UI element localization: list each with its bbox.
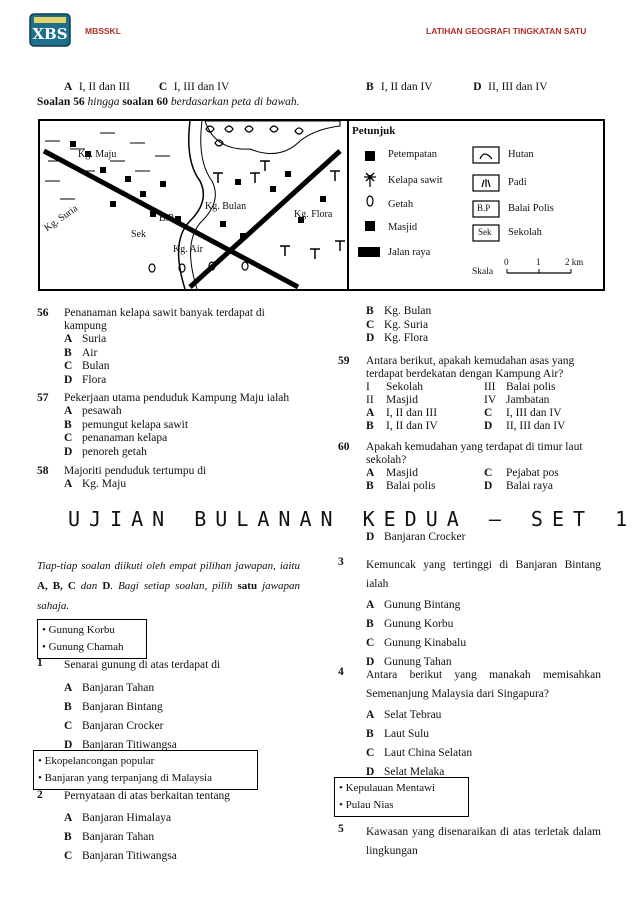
question-56 <box>64 307 284 387</box>
scale-tick-0: 0 <box>504 257 509 267</box>
question-57 <box>64 392 304 459</box>
option-letter: B <box>64 346 72 359</box>
option-letter: C <box>366 318 375 331</box>
question-text: Majoriti penduduk tertumpu di <box>64 465 207 477</box>
instruction-text: dan <box>75 580 103 592</box>
option-text: penanaman kelapa <box>82 432 168 444</box>
question-text: Pernyataan di atas berkaitan tentang <box>64 790 231 802</box>
question-number: 56 <box>37 307 49 319</box>
option-letter: D <box>64 445 73 458</box>
stimulus-item: • Ekopelancongan popular <box>38 755 155 767</box>
option-letter: D <box>484 480 493 492</box>
option-row <box>64 828 304 847</box>
option-text: Gunung Korbu <box>384 618 454 630</box>
option-row <box>366 615 601 634</box>
option-text: Flora <box>82 373 107 386</box>
option-letter: D <box>64 373 73 386</box>
option-text: I, II dan IV <box>386 420 438 432</box>
option-text: Bulan <box>82 360 110 372</box>
option-letter: A <box>64 405 73 417</box>
legend-title: Petunjuk <box>352 125 396 137</box>
option-letter: B <box>366 81 374 93</box>
option-row <box>64 374 284 388</box>
option-letter: C <box>484 467 493 479</box>
instruction-56-60 <box>37 96 300 108</box>
question-text: Kemuncak yang tertinggi di Banjaran Bintang ialah <box>366 559 601 590</box>
option-row <box>366 305 431 319</box>
option-b-text: I, II dan IV <box>380 81 433 93</box>
roman-label: III <box>484 381 496 393</box>
question-2 <box>64 787 304 866</box>
option-row <box>64 405 304 419</box>
option-text: Selat Melaka <box>384 766 445 778</box>
option-text: Banjaran Titiwangsa <box>82 739 177 751</box>
option-row <box>64 419 304 433</box>
option-letter: C <box>158 81 168 93</box>
stimulus-box <box>334 777 469 817</box>
option-letter: A <box>366 709 375 721</box>
map-figure <box>38 119 605 291</box>
option-text: II, III dan IV <box>506 420 566 432</box>
map-label-kg-maju: Kg. Maju <box>78 149 117 160</box>
option-letter: A <box>366 407 375 419</box>
option-letter: D <box>366 656 375 668</box>
statement-row <box>366 381 606 433</box>
stimulus-box <box>37 619 147 659</box>
option-a-text: I, II dan III <box>78 81 130 93</box>
option-row <box>64 333 284 347</box>
legend-bp-symbol: B.P <box>477 203 491 213</box>
option-text: Masjid <box>386 467 418 479</box>
question-number: 57 <box>37 392 49 404</box>
option-letter: B <box>366 618 374 630</box>
option-letter: D <box>366 766 375 778</box>
question-59 <box>366 355 606 433</box>
question-text: Penanaman kelapa sawit banyak terdapat di kampung <box>64 307 265 332</box>
scale-label: Skala <box>472 267 494 277</box>
option-text: pemungut kelapa sawit <box>82 418 189 431</box>
legend-sek-symbol: Sek <box>478 227 492 237</box>
question-58 <box>64 465 304 492</box>
option-text: Gunung Tahan <box>384 656 452 668</box>
stimulus-item: • Gunung Chamah <box>42 641 124 653</box>
legend-hutan: Hutan <box>508 149 534 160</box>
option-row <box>64 432 304 446</box>
option-text: Banjaran Tahan <box>82 682 155 694</box>
option-letter: C <box>64 720 73 732</box>
roman-label: IV <box>484 394 497 406</box>
question-text: Apakah kemudahan yang terdapat di timur laut sekolah? <box>366 441 583 466</box>
header-left: MBSSKL <box>85 26 121 36</box>
legend-masjid: Masjid <box>388 222 418 233</box>
option-letter: B <box>64 701 72 713</box>
top-options-left <box>64 81 229 93</box>
legend-kelapa-sawit: Kelapa sawit <box>388 175 443 186</box>
option-letter: D <box>473 81 482 93</box>
question-58-continued <box>366 305 431 346</box>
option-letter: D <box>366 531 375 543</box>
question-number: 60 <box>338 441 350 453</box>
question-2-option-d <box>366 531 465 544</box>
instruction-bold: A, B, C <box>37 580 76 592</box>
option-row <box>64 360 284 374</box>
svg-text:XBS: XBS <box>32 25 68 43</box>
statement-text: Jambatan <box>506 394 550 406</box>
instruction-bold: D <box>102 580 111 592</box>
option-text: I, III dan IV <box>506 407 562 419</box>
option-letter: B <box>366 728 374 740</box>
option-text: Kg. Bulan <box>384 305 432 317</box>
question-60 <box>366 441 606 493</box>
option-row <box>366 725 601 744</box>
stimulus-box <box>33 750 258 790</box>
scale-tick-2: 2 km <box>565 257 584 267</box>
question-number: 58 <box>37 465 49 477</box>
option-text: I, II dan III <box>386 407 438 419</box>
statement-text: Masjid <box>386 394 418 406</box>
question-text: Senarai gunung di atas terdapat di <box>64 659 221 671</box>
section-title: UJIAN BULANAN KEDUA – SET 1 <box>68 507 637 531</box>
option-row <box>64 847 304 866</box>
option-letter: D <box>64 739 73 751</box>
option-letter: C <box>484 407 493 419</box>
question-text: Pekerjaan utama penduduk Kampung Maju ialah <box>64 392 290 404</box>
question-number: 1 <box>37 657 43 669</box>
option-text: Selat Tebrau <box>384 709 442 721</box>
question-5 <box>366 823 601 861</box>
option-text: Balai raya <box>506 480 553 492</box>
option-row <box>64 698 304 717</box>
option-text: Balai polis <box>386 480 436 492</box>
option-letter: A <box>64 812 73 824</box>
option-letter: D <box>366 332 375 344</box>
option-letter: B <box>366 480 374 492</box>
option-letter: A <box>366 599 375 611</box>
option-text: Suria <box>82 333 107 345</box>
option-letter: C <box>366 637 375 649</box>
legend-getah: Getah <box>388 199 414 210</box>
map-label-bp: B.P <box>159 213 174 224</box>
instruction-italic: berdasarkan peta di bawah. <box>168 96 300 108</box>
option-text: Kg. Flora <box>384 332 429 344</box>
legend-balai-polis: Balai Polis <box>508 203 554 214</box>
option-row <box>366 634 601 653</box>
header-right: LATIHAN GEOGRAFI TINGKATAN SATU <box>426 26 587 36</box>
option-text: Laut China Selatan <box>384 747 473 759</box>
option-c-text: I, III dan IV <box>173 81 230 93</box>
option-text: Laut Sulu <box>384 728 430 740</box>
instruction-italic: hingga <box>84 96 123 108</box>
option-letter: B <box>64 418 72 431</box>
option-row <box>366 744 601 763</box>
option-text: Air <box>82 346 98 359</box>
map-label-kg-flora: Kg. Flora <box>294 209 333 220</box>
statement-left <box>366 381 484 433</box>
instruction-text: jawapan sahaja. <box>37 580 300 612</box>
option-letter: C <box>64 432 73 444</box>
option-letter: C <box>366 747 375 759</box>
option-grid <box>366 467 606 493</box>
option-letter: C <box>64 850 73 862</box>
option-d-text: II, III dan IV <box>488 81 548 93</box>
stimulus-item: • Banjaran yang terpanjang di Malaysia <box>38 772 212 784</box>
option-letter: A <box>64 478 73 490</box>
question-1 <box>64 656 304 755</box>
option-text: Gunung Bintang <box>384 599 461 611</box>
general-instructions <box>37 556 300 616</box>
question-text: Kawasan yang disenaraikan di atas terletak dalam lingkungan <box>366 826 601 857</box>
instruction-text: . Bagi setiap soalan, pilih <box>110 580 238 592</box>
option-text: Kg. Suria <box>384 318 429 331</box>
option-row <box>366 596 601 615</box>
option-letter: A <box>64 81 73 93</box>
option-text: Gunung Kinabalu <box>384 637 467 649</box>
stimulus-item: • Pulau Nias <box>339 799 394 811</box>
option-letter: B <box>366 305 374 317</box>
question-4 <box>366 666 601 782</box>
option-text: pesawah <box>82 405 122 417</box>
option-row <box>366 332 431 346</box>
option-letter: D <box>484 420 493 432</box>
option-letter: B <box>64 831 72 843</box>
map-label-sek: Sek <box>131 229 146 240</box>
statement-right <box>484 381 565 433</box>
option-text: Banjaran Himalaya <box>82 812 172 824</box>
question-number: 3 <box>338 556 344 568</box>
stimulus-item: • Gunung Korbu <box>42 624 115 636</box>
option-letter: A <box>64 682 73 694</box>
instruction-bold: Soalan 56 <box>37 96 85 108</box>
option-row <box>64 347 284 361</box>
instruction-bold: soalan 60 <box>122 96 169 108</box>
option-text: Pejabat pos <box>506 467 559 479</box>
option-row <box>64 717 304 736</box>
scale-tick-1: 1 <box>536 257 541 267</box>
map-label-kg-bulan: Kg. Bulan <box>205 201 247 212</box>
question-number: 5 <box>338 823 344 835</box>
question-3 <box>366 556 601 672</box>
stimulus-item: • Kepulauan Mentawi <box>339 782 436 794</box>
option-col <box>484 467 559 493</box>
option-text: Banjaran Crocker <box>82 720 164 732</box>
option-text: Kg. Maju <box>82 478 127 490</box>
option-row <box>64 478 304 492</box>
statement-text: Balai polis <box>506 381 556 393</box>
option-row <box>366 319 431 333</box>
legend-jalan-raya: Jalan raya <box>388 247 431 258</box>
option-row <box>366 706 601 725</box>
option-text: Banjaran Bintang <box>82 701 163 713</box>
option-row <box>64 809 304 828</box>
roman-label: II <box>366 394 374 406</box>
option-text: penoreh getah <box>82 445 147 458</box>
roman-label: I <box>366 381 370 393</box>
question-number: 59 <box>338 355 350 367</box>
option-text: Banjaran Tahan <box>82 831 155 843</box>
question-number: 4 <box>338 666 344 678</box>
question-text: Antara berikut yang manakah memisahkan Semenanjung Malaysia dari Singapura? <box>366 669 601 700</box>
option-text: Banjaran Titiwangsa <box>82 850 177 862</box>
option-letter: C <box>64 360 73 372</box>
question-text: Antara berikut, apakah kemudahan asas yang terdapat berdekatan dengan Kampung Air? <box>366 355 575 380</box>
school-logo <box>28 12 72 48</box>
option-text: Banjaran Crocker <box>384 531 466 543</box>
option-letter: A <box>64 333 73 345</box>
legend-padi: Padi <box>508 177 527 188</box>
top-options-right <box>366 81 548 93</box>
statement-text: Sekolah <box>386 381 424 393</box>
legend-sekolah: Sekolah <box>508 227 542 238</box>
legend-petempatan: Petempatan <box>388 149 437 160</box>
option-row <box>64 446 304 460</box>
instruction-bold: satu <box>237 580 258 592</box>
map-label-kg-air: Kg. Air <box>173 244 203 255</box>
map-label-kg-suria: Kg. Suria <box>42 202 81 235</box>
option-row <box>64 679 304 698</box>
instruction-text: Tiap-tiap soalan diikuti oleh empat pilihan jawapan, iaitu <box>37 560 300 572</box>
option-letter: B <box>366 420 374 432</box>
question-number: 2 <box>37 789 43 801</box>
option-letter: A <box>366 467 375 479</box>
option-col <box>366 467 484 493</box>
